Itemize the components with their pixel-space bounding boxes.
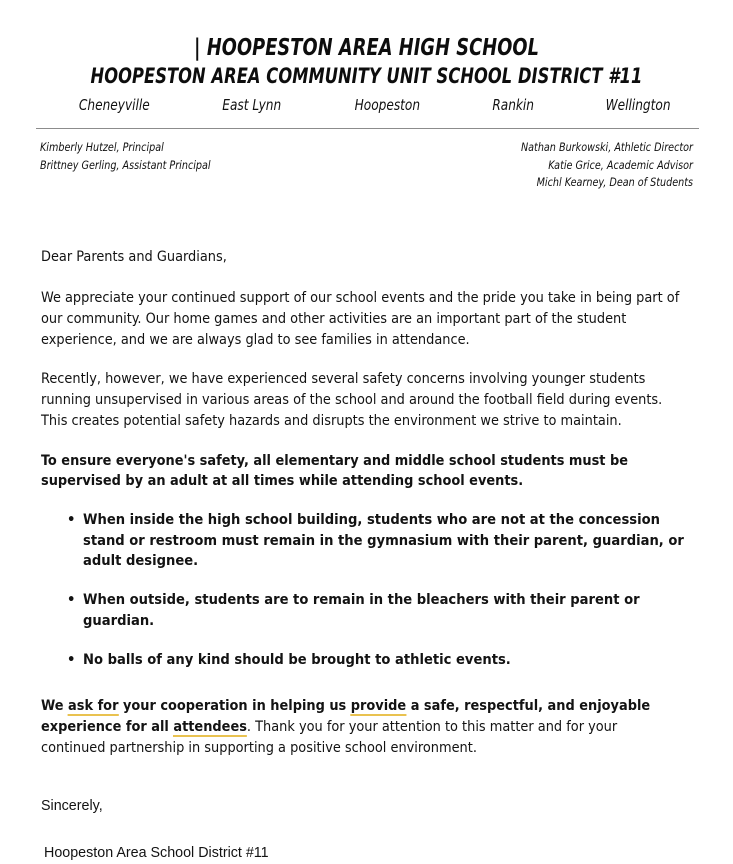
paragraph-safety-concerns: Recently, however, we have experienced several safety concerns involving younger students running unsupervised in various areas of the school and around the football field during events. This creates potential safety hazards and disrupts the environment we strive to maintain. <box>41 370 663 429</box>
town-name: Cheneyville <box>78 96 150 115</box>
list-item-text: When inside the high school building, students who are not at the concession stand or restroom must remain in the gymnasium with their parent, guardian, or adult designee. <box>83 510 684 570</box>
closing-bold-segment: a safe, respectful, and enjoyable experience for all <box>41 697 651 735</box>
town-name: Wellington <box>605 96 671 115</box>
list-item-text: No balls of any kind should be brought to athletic events. <box>83 650 511 668</box>
closing-plain-segment: . Thank you for your attention to this matter and for your continued partnership in supporting a positive school environment. <box>41 717 618 756</box>
staff-member: Nathan Burkowski, Athletic Director <box>520 140 693 155</box>
town-name: Rankin <box>492 96 534 115</box>
school-name-title: | HOOPESTON AREA HIGH SCHOOL <box>193 33 540 61</box>
list-item <box>41 590 692 631</box>
staff-member: Katie Grice, Academic Advisor <box>548 157 693 172</box>
town-list <box>37 96 697 114</box>
district-name-title: HOOPESTON AREA COMMUNITY UNIT SCHOOL DISTRICT #11 <box>90 63 643 89</box>
editor-suggestion-ask-for[interactable]: ask for <box>68 697 119 715</box>
staff-member: Michl Kearney, Dean of Students <box>536 175 693 190</box>
editor-suggestion-provide[interactable]: provide <box>350 697 407 715</box>
salutation: Dear Parents and Guardians, <box>41 248 227 266</box>
bullet-point-icon: • <box>67 650 76 668</box>
staff-column-right <box>508 139 693 191</box>
paragraph-appreciation: We appreciate your continued support of our school events and the pride you take in being part of our community. Our home games and other activities are an important part of the student experience, and we are always glad to see families in attendance. <box>41 289 680 348</box>
town-name: Hoopeston <box>354 96 421 115</box>
paragraph-supervision-directive: To ensure everyone's safety, all elementary and middle school students must be supervised by an adult at all times while attending school events. <box>41 451 629 490</box>
signature-name: Hoopeston Area School District #11 <box>44 845 269 862</box>
staff-directory <box>40 139 693 191</box>
paragraph-cooperation <box>41 696 682 758</box>
list-item-text: When outside, students are to remain in the bleachers with their parent or guardian. <box>83 591 640 629</box>
letterhead-divider <box>36 128 699 129</box>
list-item <box>41 510 692 572</box>
town-name: East Lynn <box>222 96 282 115</box>
bullet-point-icon: • <box>67 591 76 609</box>
closing-bold-segment: your cooperation in helping us <box>118 697 351 715</box>
rules-list <box>41 510 692 670</box>
sign-off: Sincerely, <box>41 798 103 815</box>
list-item <box>41 650 692 671</box>
closing-bold-segment: We <box>41 697 69 715</box>
letter-body <box>41 191 692 758</box>
staff-column-left <box>40 139 223 191</box>
letterhead <box>0 0 733 191</box>
bullet-point-icon: • <box>67 510 76 528</box>
staff-member: Kimberly Hutzel, Principal <box>40 140 164 155</box>
staff-member: Brittney Gerling, Assistant Principal <box>40 157 211 172</box>
editor-suggestion-attendees[interactable]: attendees <box>173 717 247 735</box>
signature-block <box>41 758 693 863</box>
